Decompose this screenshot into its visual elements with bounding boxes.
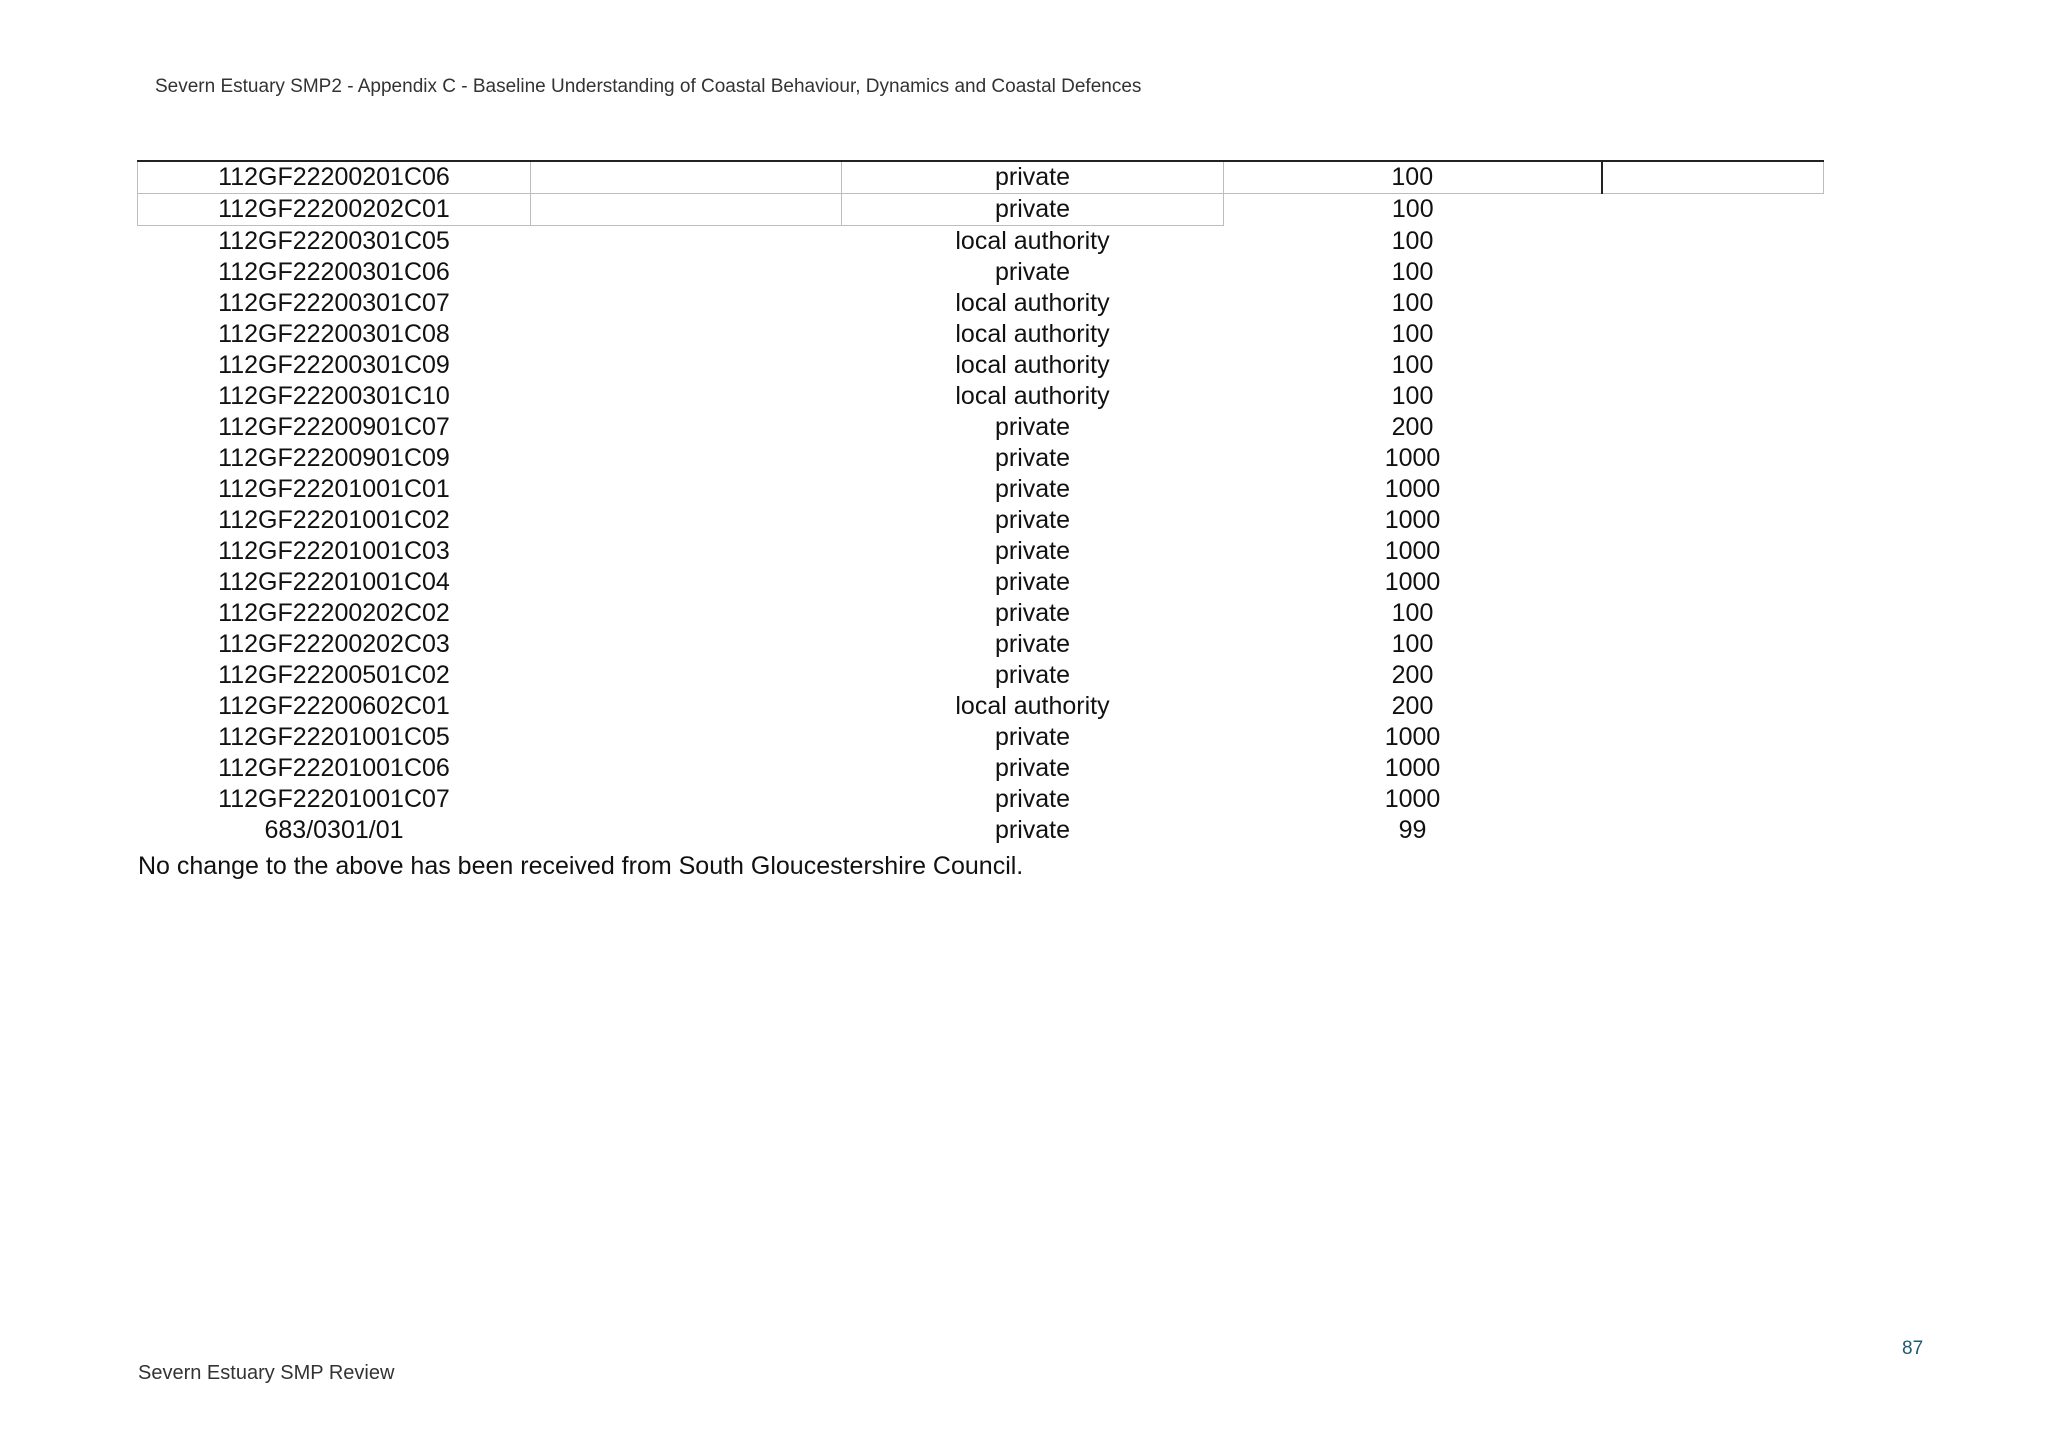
owner-cell: local authority [955, 351, 1110, 379]
empty-cell [531, 691, 842, 722]
empty-cell [531, 536, 842, 567]
owner-cell: local authority [955, 382, 1110, 410]
standard-cell: 100 [1391, 382, 1434, 410]
standard-cell: 1000 [1384, 537, 1441, 565]
table-row [138, 629, 1824, 660]
standard-cell: 100 [1224, 161, 1602, 194]
defence-id-cell: 112GF22200901C09 [218, 444, 450, 472]
standard-cell: 200 [1391, 692, 1434, 720]
table-row [138, 722, 1824, 753]
owner-cell: private [994, 816, 1071, 844]
owner-cell: local authority [955, 320, 1110, 348]
empty-cell [531, 722, 842, 753]
table-row [138, 319, 1824, 350]
empty-cell [1602, 722, 1824, 753]
owner-cell: private [994, 754, 1071, 782]
defence-id-cell: 112GF22201001C07 [218, 785, 450, 813]
owner-cell: local authority [955, 289, 1110, 317]
standard-cell: 100 [1391, 195, 1434, 224]
standard-cell: 1000 [1384, 723, 1441, 751]
owner-cell: private [994, 537, 1071, 565]
empty-cell [1602, 381, 1824, 412]
empty-cell [1602, 536, 1824, 567]
table-row [138, 567, 1824, 598]
empty-cell [531, 288, 842, 319]
table-row [138, 505, 1824, 536]
defence-id-cell: 112GF22200202C01 [138, 194, 531, 226]
note-text: No change to the above has been received from South Gloucestershire Council. [138, 852, 1024, 880]
owner-cell: local authority [955, 227, 1110, 255]
table-row [138, 598, 1824, 629]
defence-id-cell: 112GF22201001C03 [218, 537, 450, 565]
owner-cell: private [994, 258, 1071, 286]
table-row [138, 443, 1824, 474]
empty-cell [1602, 474, 1824, 505]
defence-id-cell: 112GF22200201C06 [138, 161, 531, 194]
owner-cell: private [994, 599, 1071, 627]
empty-cell [531, 474, 842, 505]
defence-id-cell: 112GF22200901C07 [218, 413, 450, 441]
table-row [138, 536, 1824, 567]
owner-cell: private [994, 475, 1071, 503]
empty-cell [1602, 194, 1824, 226]
standard-cell: 100 [1391, 320, 1434, 348]
standard-cell: 100 [1391, 226, 1434, 255]
empty-cell [1602, 257, 1824, 288]
table-row [138, 660, 1824, 691]
owner-cell: private [994, 413, 1071, 441]
empty-cell [531, 161, 842, 194]
standard-cell: 100 [1391, 599, 1434, 627]
empty-cell [1602, 784, 1824, 815]
defence-id-cell: 112GF22200301C10 [218, 382, 450, 410]
empty-cell [1602, 629, 1824, 660]
defence-id-cell: 112GF22201001C04 [218, 568, 450, 596]
defence-id-cell: 112GF22200301C05 [218, 227, 450, 255]
empty-cell [531, 598, 842, 629]
empty-cell [531, 194, 842, 226]
table-row [138, 381, 1824, 412]
empty-cell [1602, 660, 1824, 691]
empty-cell [1602, 505, 1824, 536]
table-row [138, 753, 1824, 784]
standard-cell: 1000 [1384, 568, 1441, 596]
empty-cell [1602, 753, 1824, 784]
empty-cell [531, 350, 842, 381]
defence-id-cell: 112GF22200301C09 [218, 351, 450, 379]
empty-cell [1602, 350, 1824, 381]
table-row [138, 412, 1824, 443]
defence-id-cell: 112GF22200301C07 [218, 289, 450, 317]
standard-cell: 1000 [1384, 506, 1441, 534]
standard-cell: 100 [1391, 289, 1434, 317]
standard-cell: 1000 [1384, 444, 1441, 472]
standard-cell: 1000 [1384, 785, 1441, 813]
standard-cell: 200 [1391, 413, 1434, 441]
empty-cell [531, 443, 842, 474]
empty-cell [531, 815, 842, 846]
page-header: Severn Estuary SMP2 - Appendix C - Baseline Understanding of Coastal Behaviour, Dynamics and Coastal Defences [155, 76, 1142, 97]
defence-id-cell: 112GF22201001C05 [218, 723, 450, 751]
empty-cell [1602, 567, 1824, 598]
defence-id-cell: 112GF22200301C06 [218, 258, 450, 286]
page-number: 87 [1902, 1338, 1924, 1359]
standard-cell: 100 [1391, 258, 1434, 286]
page-footer: Severn Estuary SMP Review [138, 1362, 395, 1384]
table-row [138, 257, 1824, 288]
standard-cell: 100 [1391, 351, 1434, 379]
owner-cell: private [994, 630, 1071, 658]
owner-cell: local authority [955, 692, 1110, 720]
owner-cell: private [994, 723, 1071, 751]
empty-cell [1602, 598, 1824, 629]
defence-id-cell: 112GF22201001C06 [218, 754, 450, 782]
empty-cell [531, 257, 842, 288]
empty-cell [1602, 226, 1824, 258]
owner-cell: private [842, 194, 1224, 226]
defence-id-cell: 112GF22200202C03 [218, 630, 450, 658]
empty-cell [531, 319, 842, 350]
empty-cell [531, 753, 842, 784]
defence-id-cell: 683/0301/01 [264, 816, 404, 844]
owner-cell: private [994, 661, 1071, 689]
empty-cell [1602, 691, 1824, 722]
defence-id-cell: 112GF22200602C01 [218, 692, 450, 720]
standard-cell: 1000 [1384, 754, 1441, 782]
empty-cell [1602, 443, 1824, 474]
empty-cell [1602, 288, 1824, 319]
owner-cell: private [994, 506, 1071, 534]
defence-id-cell: 112GF22200501C02 [218, 661, 450, 689]
defence-id-cell: 112GF22200301C08 [218, 320, 450, 348]
defence-id-cell: 112GF22200202C02 [218, 599, 450, 627]
table-row [138, 691, 1824, 722]
empty-cell [531, 567, 842, 598]
defence-id-cell: 112GF22201001C02 [218, 506, 450, 534]
table-row [138, 350, 1824, 381]
standard-cell: 200 [1391, 661, 1434, 689]
empty-cell [531, 226, 842, 258]
standard-cell: 100 [1391, 630, 1434, 658]
standard-cell: 1000 [1384, 475, 1441, 503]
table-row [138, 161, 1824, 194]
table-row [138, 288, 1824, 319]
table-row [138, 474, 1824, 505]
table-row [138, 194, 1824, 226]
empty-cell [1602, 319, 1824, 350]
owner-cell: private [842, 161, 1224, 194]
table-row [138, 784, 1824, 815]
empty-cell [1602, 815, 1824, 846]
empty-cell [1602, 412, 1824, 443]
empty-cell [531, 784, 842, 815]
defence-table [137, 160, 1824, 846]
table-row [138, 815, 1824, 846]
owner-cell: private [994, 785, 1071, 813]
empty-cell [531, 381, 842, 412]
table-row [138, 226, 1824, 258]
standard-cell: 99 [1398, 816, 1427, 844]
owner-cell: private [994, 444, 1071, 472]
owner-cell: private [994, 568, 1071, 596]
defence-id-cell: 112GF22201001C01 [218, 475, 450, 503]
empty-cell [531, 660, 842, 691]
empty-cell [531, 505, 842, 536]
empty-cell [531, 629, 842, 660]
empty-cell [1602, 161, 1824, 194]
empty-cell [531, 412, 842, 443]
